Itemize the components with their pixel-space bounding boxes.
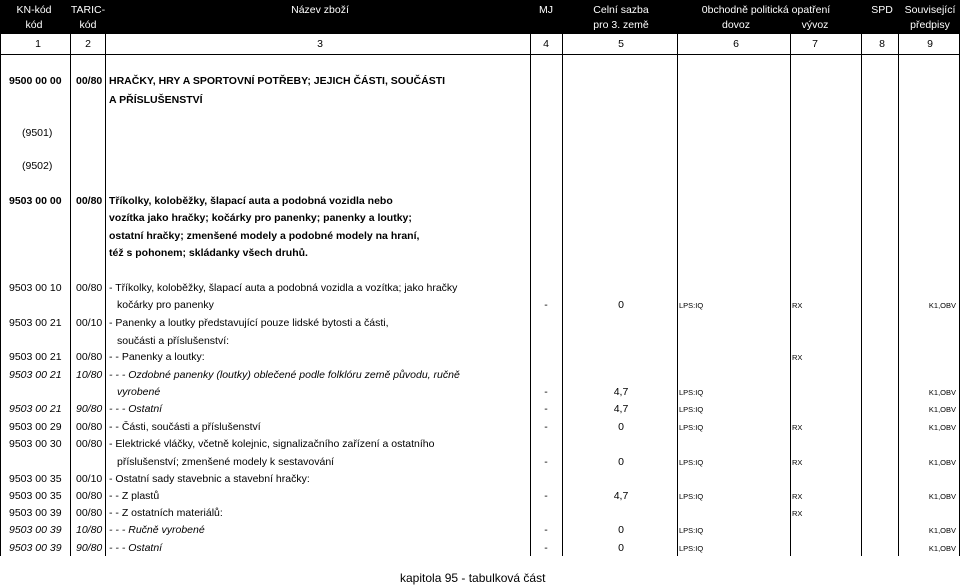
import-measure: LPS:IQ [679, 544, 704, 553]
grid-line [898, 34, 899, 556]
grid-line [70, 34, 71, 556]
taric-code: 00/80 [76, 438, 103, 450]
kn-code: 9503 00 10 [9, 282, 62, 294]
related-regulations: K1,OBV [928, 458, 956, 467]
column-number: 6 [733, 38, 739, 50]
unit: - [544, 456, 548, 468]
duty-rate: 0 [618, 421, 624, 433]
duty-rate: 0 [618, 524, 624, 536]
unit: - [544, 524, 548, 536]
related-regulations: K1,OBV [928, 492, 956, 501]
duty-rate: 4,7 [613, 490, 629, 502]
unit: - [544, 386, 548, 398]
header-export: vývoz [801, 19, 829, 31]
import-measure: LPS:IQ [679, 405, 704, 414]
table-header [0, 0, 960, 34]
taric-code: 10/80 [76, 369, 103, 381]
description: - - Z plastů [109, 490, 160, 502]
kn-code: 9503 00 29 [9, 421, 62, 433]
header-related: Související [904, 4, 956, 16]
taric-code: 00/80 [76, 351, 103, 363]
description: též s pohonem; skládanky všech druhů. [109, 247, 308, 259]
kn-code: 9503 00 35 [9, 490, 62, 502]
header-kn-code-2: kód [25, 19, 43, 31]
import-measure: LPS:IQ [679, 458, 704, 467]
kn-code: 9503 00 39 [9, 542, 62, 554]
taric-code: 90/80 [76, 542, 103, 554]
kn-code: 9503 00 00 [9, 195, 62, 207]
description: ostatní hračky; zmenšené modely a podobné modely na hraní, [109, 230, 420, 242]
unit: - [544, 542, 548, 554]
description: - - - Ostatní [109, 403, 163, 415]
kn-code: (9502) [22, 160, 53, 172]
column-number: 9 [927, 38, 933, 50]
description: vyrobené [117, 386, 161, 398]
description: - - - Ostatní [109, 542, 163, 554]
taric-code: 00/80 [76, 507, 103, 519]
kn-code: 9500 00 00 [9, 75, 62, 87]
header-taric: TARIC- [70, 4, 106, 16]
kn-code: 9503 00 21 [9, 317, 62, 329]
column-number: 7 [812, 38, 818, 50]
column-number: 1 [35, 38, 41, 50]
grid-line [0, 34, 1, 556]
import-measure: LPS:IQ [679, 423, 704, 432]
description: - Elektrické vláčky, včetně kolejnic, signalizačního zařízení a ostatního [109, 438, 435, 450]
related-regulations: K1,OBV [928, 388, 956, 397]
export-measure: RX [792, 301, 803, 310]
import-measure: LPS:IQ [679, 526, 704, 535]
column-numbers [0, 34, 960, 55]
taric-code: 00/80 [76, 421, 103, 433]
description: - - - Ozdobné panenky (loutky) oblečené podle folklóru země původu, ručně [109, 369, 460, 381]
related-regulations: K1,OBV [928, 526, 956, 535]
description: A PŘÍSLUŠENSTVÍ [109, 94, 203, 106]
grid-line [677, 34, 678, 556]
description: - Tříkolky, koloběžky, šlapací auta a podobná vozidla a vozítka; jako hračky [109, 282, 458, 294]
taric-code: 00/80 [76, 490, 103, 502]
grid-line [861, 34, 862, 556]
related-regulations: K1,OBV [928, 544, 956, 553]
unit: - [544, 421, 548, 433]
description: HRAČKY, HRY A SPORTOVNÍ POTŘEBY; JEJICH ČÁSTI, SOUČÁSTI [109, 75, 446, 87]
taric-code: 00/80 [76, 75, 103, 87]
taric-code: 00/80 [76, 282, 103, 294]
header-description: Název zboží [291, 4, 349, 16]
column-number: 5 [618, 38, 624, 50]
grid-line [105, 34, 106, 556]
export-measure: RX [792, 353, 803, 362]
import-measure: LPS:IQ [679, 388, 704, 397]
header-duty-2: pro 3. země [593, 19, 649, 31]
column-number: 8 [879, 38, 885, 50]
header-unit: MJ [539, 4, 553, 16]
description: - - Z ostatních materiálů: [109, 507, 223, 519]
header-taric-2: kód [79, 19, 97, 31]
column-number: 4 [543, 38, 549, 50]
description: kočárky pro panenky [117, 299, 214, 311]
kn-code: 9503 00 30 [9, 438, 62, 450]
kn-code: 9503 00 39 [9, 507, 62, 519]
description: - - - Ručně vyrobené [109, 524, 205, 536]
kn-code: 9503 00 35 [9, 473, 62, 485]
taric-code: 00/10 [76, 317, 103, 329]
header-kn-code: KN-kód [16, 4, 52, 16]
taric-code: 00/80 [76, 195, 103, 207]
description: vozítka jako hračky; kočárky pro panenky; panenky a loutky; [109, 212, 412, 224]
description: - Ostatní sady stavebnic a stavební hračky: [109, 473, 310, 485]
grid-line [790, 34, 791, 556]
page-footer: kapitola 95 - tabulková část [400, 571, 546, 585]
duty-rate: 0 [618, 542, 624, 554]
duty-rate: 0 [618, 456, 624, 468]
related-regulations: K1,OBV [928, 423, 956, 432]
kn-code: (9501) [22, 127, 53, 139]
column-number: 3 [317, 38, 323, 50]
header-trade-measures: 0bchodně politická opatření [701, 4, 831, 16]
related-regulations: K1,OBV [928, 405, 956, 414]
header-spd: SPD [871, 4, 893, 16]
header-related-2: předpisy [910, 19, 950, 31]
taric-code: 10/80 [76, 524, 103, 536]
import-measure: LPS:IQ [679, 492, 704, 501]
related-regulations: K1,OBV [928, 301, 956, 310]
export-measure: RX [792, 423, 803, 432]
grid-line [562, 34, 563, 556]
export-measure: RX [792, 492, 803, 501]
description: - - Panenky a loutky: [109, 351, 205, 363]
header-import: dovoz [721, 19, 751, 31]
kn-code: 9503 00 21 [9, 351, 62, 363]
export-measure: RX [792, 458, 803, 467]
unit: - [544, 299, 548, 311]
description: Tříkolky, koloběžky, šlapací auta a podobná vozidla nebo [109, 195, 393, 207]
grid-line [530, 34, 531, 556]
duty-rate: 4,7 [613, 386, 629, 398]
taric-code: 00/10 [76, 473, 103, 485]
kn-code: 9503 00 21 [9, 369, 62, 381]
duty-rate: 4,7 [613, 403, 629, 415]
import-measure: LPS:IQ [679, 301, 704, 310]
unit: - [544, 490, 548, 502]
kn-code: 9503 00 39 [9, 524, 62, 536]
header-duty: Celní sazba [593, 4, 649, 16]
kn-code: 9503 00 21 [9, 403, 62, 415]
taric-code: 90/80 [76, 403, 103, 415]
description: - - Části, součásti a příslušenství [109, 421, 261, 433]
unit: - [544, 403, 548, 415]
description: - Panenky a loutky představující pouze lidské bytosti a části, [109, 317, 389, 329]
duty-rate: 0 [618, 299, 624, 311]
export-measure: RX [792, 509, 803, 518]
description: příslušenství; zmenšené modely k sestavování [117, 456, 335, 468]
description: součásti a příslušenství: [117, 335, 230, 347]
column-number: 2 [85, 38, 91, 50]
